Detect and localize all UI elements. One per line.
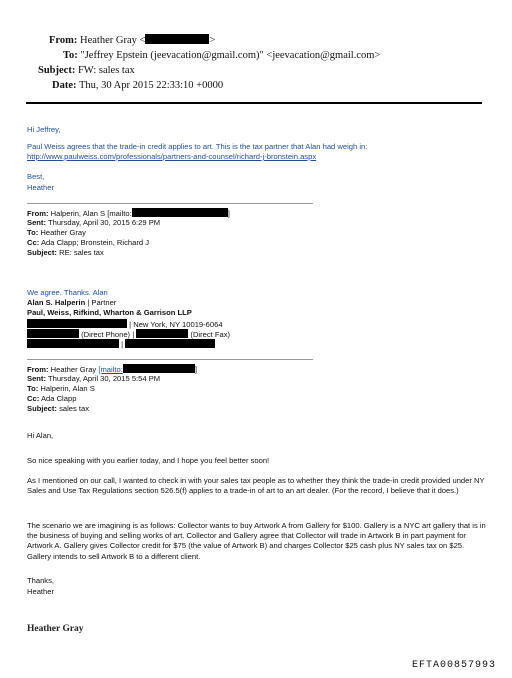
message-separator xyxy=(27,203,313,204)
redaction-box xyxy=(27,339,119,348)
header-subject xyxy=(38,65,135,76)
reply1-body: Paul Weiss agrees that the trade-in credit applies to art. This is the tax partner that Alan had weigh in: xyxy=(27,142,368,151)
msg2-sig-contact-line xyxy=(27,339,215,350)
msg3-name: Heather xyxy=(27,587,55,596)
msg2-cc xyxy=(27,238,149,248)
msg3-p1: So nice speaking with you earlier today, and I hope you feel better soon! xyxy=(27,456,270,465)
header-from xyxy=(49,34,215,46)
reply1-link[interactable]: http://www.paulweiss.com/professionals/partners-and-counsel/richard-j-bronstein.aspx xyxy=(27,152,317,161)
bates-number: EFTA00857993 xyxy=(411,660,496,671)
msg2-subject-value: RE: sales tax xyxy=(59,248,104,257)
reply1-greeting: Hi Jeffrey, xyxy=(27,125,61,134)
to-label: To: xyxy=(63,50,78,61)
msg3-to-value: Halperin, Alan S xyxy=(40,384,95,393)
msg3-greeting: Hi Alan, xyxy=(27,431,54,440)
msg2-sig-name-line xyxy=(27,298,116,308)
msg2-sig-firm: Paul, Weiss, Rifkind, Wharton & Garrison LLP xyxy=(27,308,192,317)
redaction-box xyxy=(125,339,215,348)
msg2-sent-label: Sent: xyxy=(27,218,46,227)
msg2-sig-addr: | New York, NY 10019-6064 xyxy=(129,320,223,329)
redaction-box xyxy=(136,329,188,338)
from-label: From: xyxy=(49,35,78,46)
redaction-box xyxy=(27,329,79,338)
msg2-sent xyxy=(27,218,160,228)
to-value: "Jeffrey Epstein (jeevacation@gmail.com)" <jeevacation@gmail.com> xyxy=(80,50,381,61)
msg2-sig-fax: (Direct Fax) xyxy=(190,330,231,339)
msg2-sig-name: Alan S. Halperin xyxy=(27,298,86,307)
date-label: Date: xyxy=(52,80,77,91)
redaction-box xyxy=(27,319,127,328)
subject-value: FW: sales tax xyxy=(77,65,135,76)
redaction-box xyxy=(123,364,195,373)
msg2-subject-label: Subject: xyxy=(27,248,57,257)
msg3-from-value: Heather Gray xyxy=(50,365,99,374)
msg3-to-label: To: xyxy=(27,384,39,393)
msg2-sig-phone: (Direct Phone) | xyxy=(81,330,135,339)
msg3-cc xyxy=(27,394,76,404)
reply1-name: Heather xyxy=(27,183,55,192)
msg3-subject-label: Subject: xyxy=(27,404,57,413)
redaction-box xyxy=(132,208,228,217)
msg2-subject xyxy=(27,248,104,258)
msg3-from-label: From: xyxy=(27,365,49,374)
msg2-to-label: To: xyxy=(27,228,39,237)
msg2-from-label: From: xyxy=(27,209,49,218)
from-value: Heather Gray < xyxy=(80,35,146,46)
date-value: Thu, 30 Apr 2015 22:33:10 +0000 xyxy=(78,80,224,91)
msg2-body: We agree. Thanks. Alan xyxy=(27,288,108,297)
message-separator xyxy=(27,359,313,360)
msg3-p2: As I mentioned on our call, I wanted to check in with your sales tax people as to whether they think the trade-in credit provided under NY Sales and Use Tax Regulations section 526.5(f) applies to a trade-in of art to an art dealer. (For the record, I believe that it does.) xyxy=(27,476,485,496)
msg2-from-close: ] xyxy=(227,209,230,218)
msg3-subject xyxy=(27,404,89,414)
msg3-closing: Thanks, xyxy=(27,576,55,585)
msg3-sent xyxy=(27,374,160,384)
msg3-from-close: ] xyxy=(194,365,197,374)
reply1-closing: Best, xyxy=(27,172,45,181)
subject-label: Subject: xyxy=(38,65,76,76)
from-close: > xyxy=(209,35,216,46)
msg2-from-value: Halperin, Alan S [mailto: xyxy=(50,209,132,218)
msg3-cc-value: Ada Clapp xyxy=(40,394,77,403)
msg3-signature: Heather Gray xyxy=(27,624,84,634)
header-to xyxy=(63,50,380,61)
msg3-sent-label: Sent: xyxy=(27,374,46,383)
msg3-to xyxy=(27,384,95,394)
header-date xyxy=(52,80,223,91)
msg3-mailto[interactable]: [mailto: xyxy=(98,365,123,374)
msg2-sent-value: Thursday, April 30, 2015 6:29 PM xyxy=(47,218,161,227)
msg3-sent-value: Thursday, April 30, 2015 5:54 PM xyxy=(47,374,161,383)
msg2-cc-label: Cc: xyxy=(27,238,40,247)
msg2-to-value: Heather Gray xyxy=(40,228,86,237)
msg3-p3: The scenario we are imagining is as follows: Collector wants to buy Artwork A from Gallery for $100. Gallery is a NYC art gallery that is in the business of buying and selling works of art. Collector and Gallery agree that Collector will trade in Artwork B in part payment for Artwork A. Gallery gives Collector credit for $75 (the value of Artwork B) and charges Collector $25 cash plus NY sales tax on $25. Gallery intends to sell Artwork B to a different client. xyxy=(27,521,486,561)
msg2-cc-value: Ada Clapp; Bronstein, Richard J xyxy=(40,238,150,247)
redaction-box xyxy=(145,34,209,44)
msg3-subject-value: sales tax xyxy=(59,404,90,413)
msg2-sig-bar: | xyxy=(121,340,124,349)
msg2-sig-title: | Partner xyxy=(85,298,117,307)
msg2-to xyxy=(27,228,86,238)
header-divider xyxy=(26,102,482,104)
msg3-cc-label: Cc: xyxy=(27,394,40,403)
